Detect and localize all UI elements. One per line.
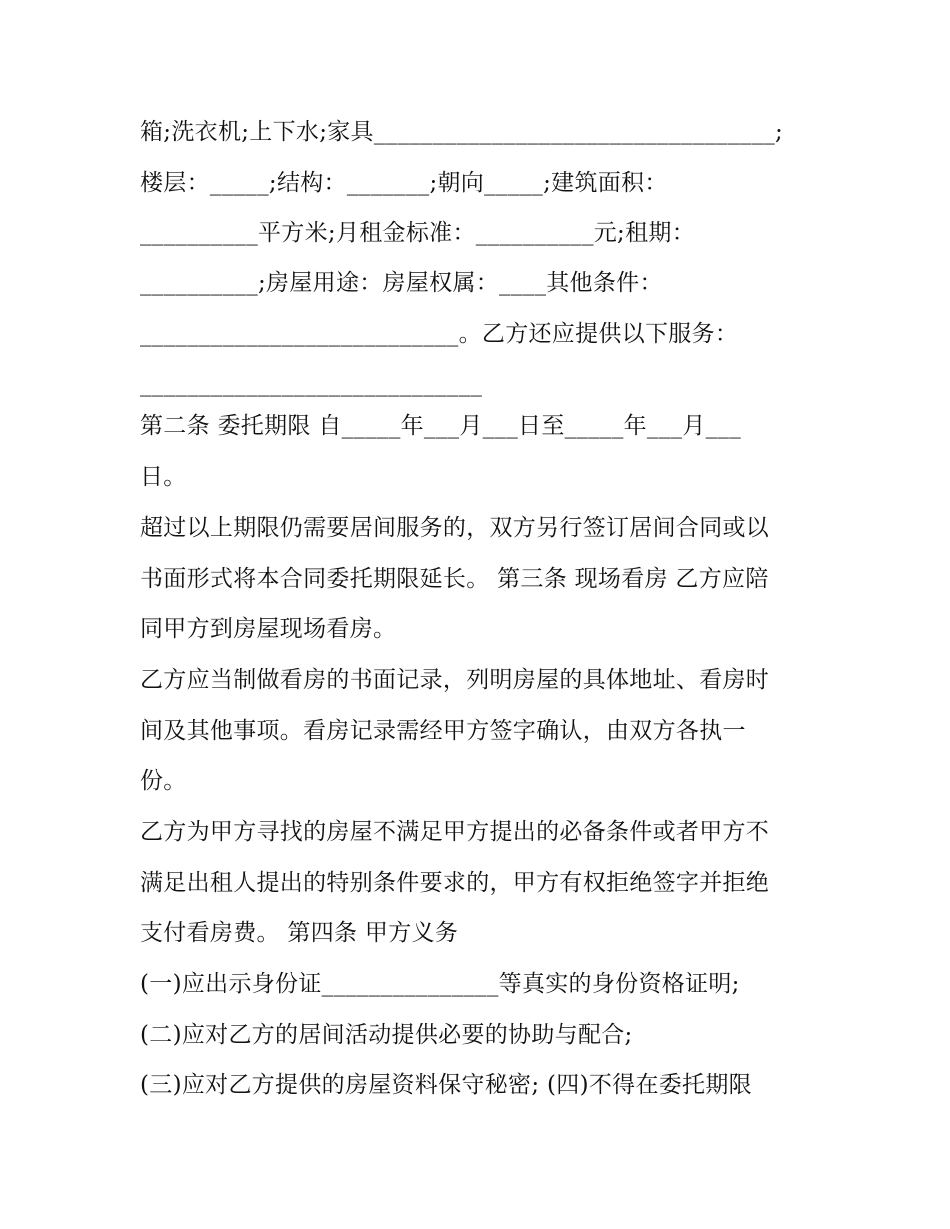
text-line-4: __________;房屋用途：房屋权属：____其他条件： <box>140 270 663 296</box>
text-line-16: 满足出租人提出的特别条件要求的，甲方有权拒绝签字并拒绝 <box>140 870 770 896</box>
text-line-8: 日。 <box>140 464 187 490</box>
text-line-3: __________平方米;月租金标准：__________元;租期： <box>140 220 695 246</box>
text-line-10: 书面形式将本合同委托期限延长。 第三条 现场看房 乙方应陪 <box>140 566 769 592</box>
text-line-12: 乙方应当制做看房的书面记录，列明房屋的具体地址、看房时 <box>140 667 770 693</box>
text-line-1: 箱;洗衣机;上下水;家具__________________________________; <box>140 119 784 145</box>
text-line-20: (三)应对乙方提供的房屋资料保守秘密; (四)不得在委托期限 <box>140 1072 752 1098</box>
text-line-11: 同甲方到房屋现场看房。 <box>140 616 397 642</box>
text-line-17: 支付看房费。 第四条 甲方义务 <box>140 920 459 946</box>
text-line-13: 间及其他事项。看房记录需经甲方签字确认，由双方各执一 <box>140 718 746 744</box>
text-line-6: _____________________________ <box>140 371 483 397</box>
text-line-18: (一)应出示身份证_______________等真实的身份资格证明; <box>140 971 740 997</box>
text-line-9: 超过以上期限仍需要居间服务的，双方另行签订居间合同或以 <box>140 515 770 541</box>
text-line-15: 乙方为甲方寻找的房屋不满足甲方提出的必备条件或者甲方不 <box>140 819 770 845</box>
text-line-14: 份。 <box>140 768 187 794</box>
text-line-2: 楼层：_____;结构：_______;朝向_____;建筑面积： <box>140 170 668 196</box>
text-line-7: 第二条 委托期限 自_____年___月___日至_____年___月___ <box>140 413 742 439</box>
text-line-5: ___________________________。乙方还应提供以下服务： <box>140 321 739 347</box>
text-line-19: (二)应对乙方的居间活动提供必要的协助与配合; <box>140 1022 633 1048</box>
